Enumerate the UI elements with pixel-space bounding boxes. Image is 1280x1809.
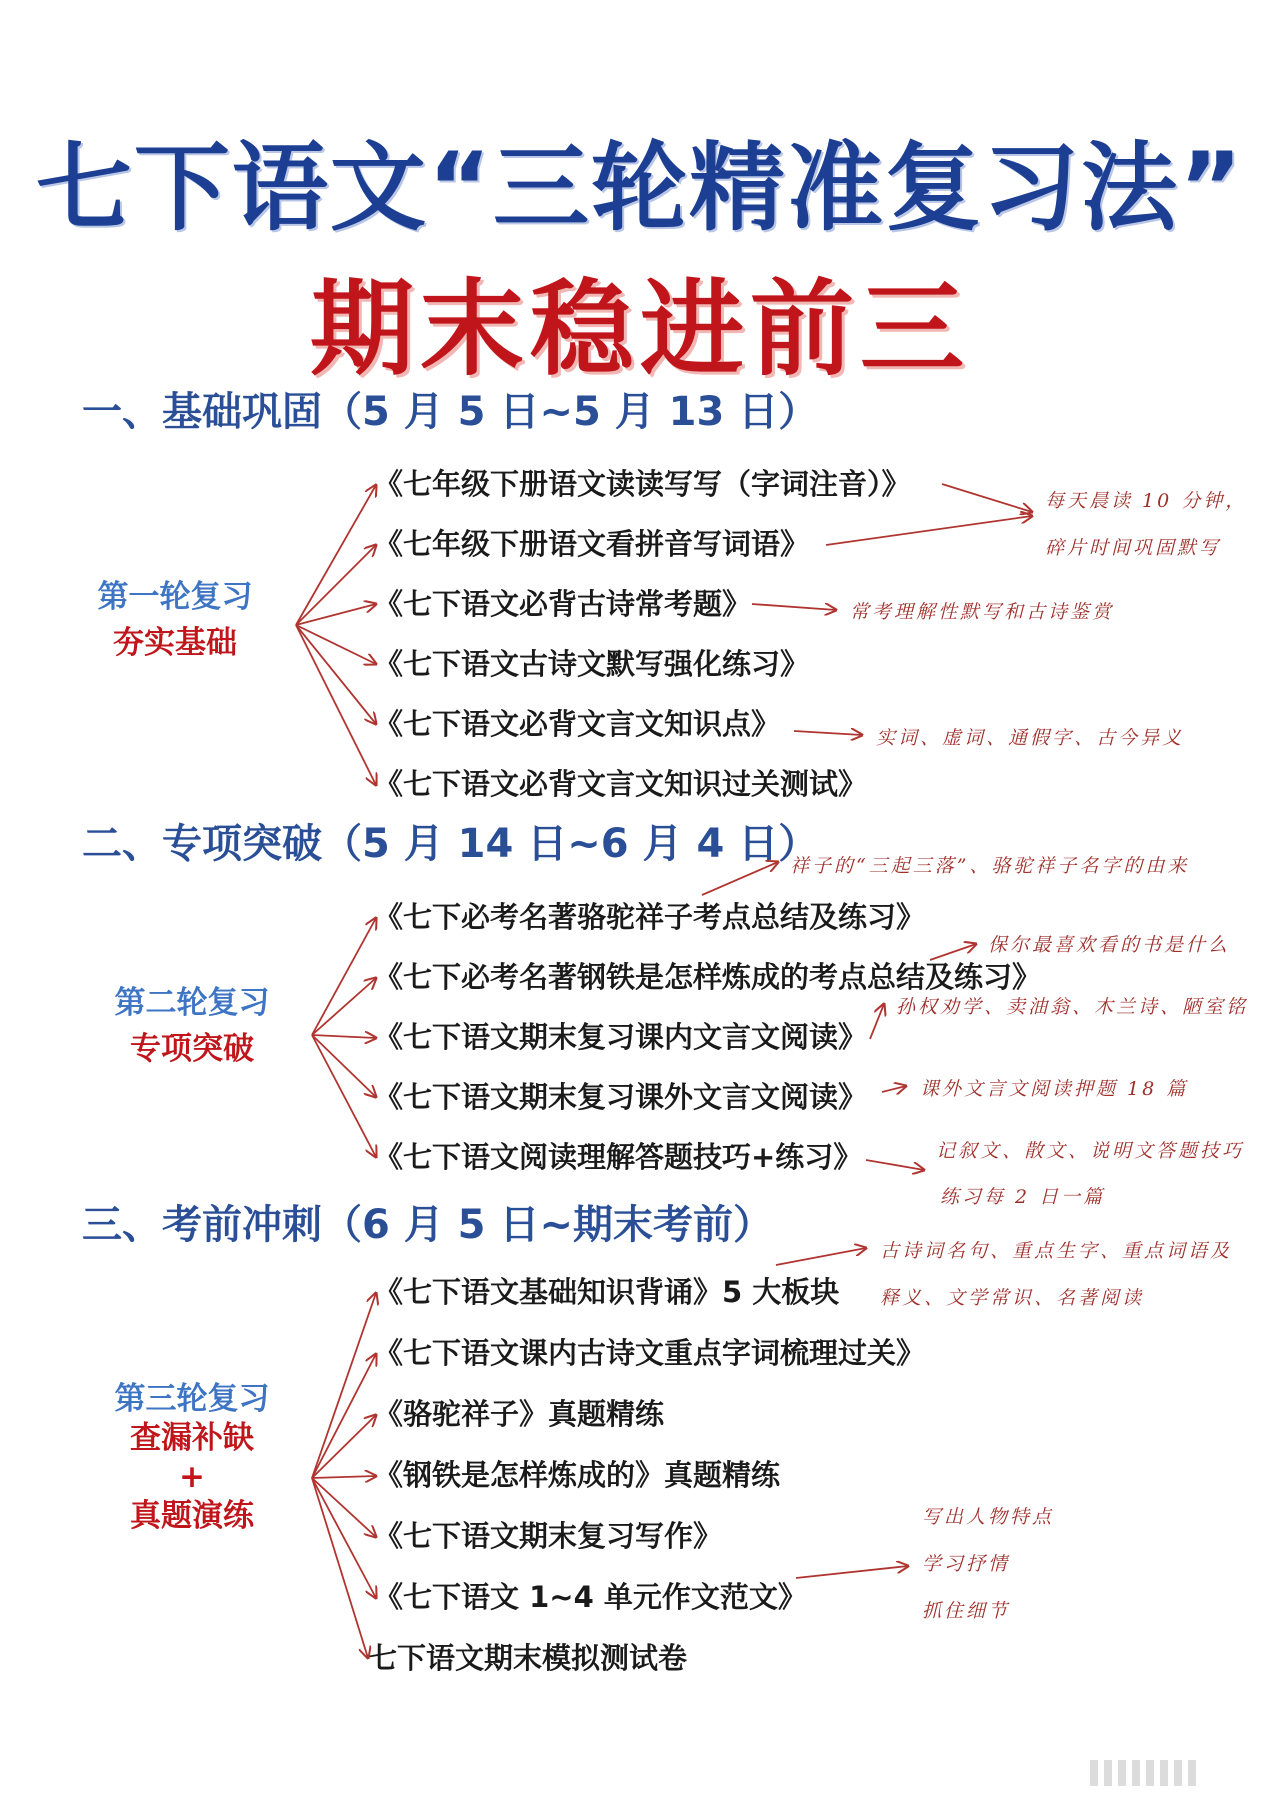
arrow-note-2 (752, 604, 836, 610)
round-3-plus: + (179, 1459, 205, 1495)
main-title: 七下语文“三轮精准复习法” (35, 132, 1245, 244)
arrow-r1-book-5 (296, 625, 376, 724)
note-basic-knowledge-1: 古诗词名句、重点生字、重点词语及 (880, 1240, 1233, 1262)
arrow-note-3 (794, 731, 862, 735)
round-1-book-1: 《七年级下册语文读读写写（字词注音）》 (374, 467, 911, 501)
round-2-book-4: 《七下语文期末复习课外文言文阅读》 (374, 1080, 868, 1114)
section-heading-2: 二、专项突破（5 月 14 日~6 月 4 日） (82, 821, 819, 867)
arrow-r3-book-4 (312, 1476, 376, 1478)
note-reading-skills: 记叙文、散文、说明文答题技巧 (936, 1140, 1245, 1162)
round-3-name: 第三轮复习 (114, 1381, 270, 1417)
round-3-book-5: 《七下语文期末复习写作》 (374, 1519, 723, 1553)
note-paul-book: 保尔最喜欢看的书是什么 (988, 934, 1231, 956)
round-3-book-7: 七下语文期末模拟测试卷 (368, 1641, 688, 1675)
arrow-note-6 (870, 1004, 884, 1039)
note-fragment-time: 碎片时间巩固默写 (1045, 537, 1222, 559)
section-heading-1: 一、基础巩固（5 月 5 日~5 月 13 日） (82, 389, 819, 435)
note-poetry-appreciation: 常考理解性默写和古诗鉴赏 (850, 601, 1115, 623)
arrow-r1-book-2 (296, 545, 376, 625)
round-3-book-2: 《七下语文课内古诗文重点字词梳理过关》 (374, 1336, 926, 1370)
round-2-book-1: 《七下必考名著骆驼祥子考点总结及练习》 (374, 900, 926, 934)
arrow-note-4 (702, 862, 778, 895)
round-1-book-2: 《七年级下册语文看拼音写词语》 (374, 527, 810, 561)
arrow-r2-book-5 (312, 1035, 376, 1157)
note-basic-knowledge-2: 释义、文学常识、名著阅读 (880, 1287, 1145, 1309)
watermark-logo (1090, 1760, 1240, 1790)
arrow-r2-book-2 (312, 978, 376, 1035)
arrow-note-5 (930, 944, 976, 960)
note-xiangzi: 祥子的“三起三落”、骆驼祥子名字的由来 (790, 855, 1190, 877)
subtitle: 期末稳进前三 (309, 268, 970, 390)
round-3-goal-1: 查漏补缺 (130, 1420, 254, 1456)
arrow-note-9 (776, 1248, 866, 1265)
arrow-r2-book-3 (312, 1035, 376, 1038)
arrow-r3-book-1 (312, 1293, 376, 1478)
round-3-book-4: 《钢铁是怎样炼成的》真题精练 (374, 1458, 781, 1492)
arrow-r3-book-3 (312, 1415, 376, 1478)
round-1-book-3: 《七下语文必背古诗常考题》 (374, 587, 752, 621)
arrow-note-8 (866, 1160, 924, 1170)
note-practice-frequency: 练习每 2 日一篇 (940, 1186, 1106, 1208)
round-3-book-1: 《七下语文基础知识背诵》5 大板块 (374, 1275, 840, 1309)
arrow-note-1a (942, 484, 1032, 512)
round-1-book-4: 《七下语文古诗文默写强化练习》 (374, 647, 810, 681)
note-character: 写出人物特点 (922, 1506, 1055, 1528)
round-3-book-3: 《骆驼祥子》真题精练 (374, 1397, 665, 1431)
arrow-note-10 (796, 1566, 908, 1578)
note-extracurricular: 课外文言文阅读押题 18 篇 (920, 1078, 1189, 1100)
note-classical-texts: 孙权劝学、卖油翁、木兰诗、陋室铭 (896, 996, 1249, 1018)
arrow-r2-book-1 (312, 918, 376, 1035)
round-3-goal-2: 真题演练 (130, 1498, 254, 1534)
round-1-book-5: 《七下语文必背文言文知识点》 (374, 707, 781, 741)
arrow-r2-book-4 (312, 1035, 376, 1097)
note-details: 抓住细节 (922, 1600, 1011, 1622)
arrow-r3-book-2 (312, 1354, 376, 1478)
round-2-name: 第二轮复习 (114, 985, 270, 1021)
arrow-r1-book-6 (296, 625, 376, 785)
arrow-r1-book-3 (296, 604, 376, 625)
arrow-note-1b (826, 516, 1032, 545)
round-1-book-6: 《七下语文必背文言文知识过关测试》 (374, 767, 868, 801)
round-3-book-6: 《七下语文 1~4 单元作文范文》 (374, 1580, 807, 1614)
round-1-goal: 夯实基础 (113, 625, 237, 661)
round-1-name: 第一轮复习 (97, 579, 253, 615)
note-lyric: 学习抒情 (922, 1553, 1011, 1575)
round-2-book-3: 《七下语文期末复习课内文言文阅读》 (374, 1020, 868, 1054)
arrow-r1-book-1 (296, 485, 376, 625)
section-heading-3: 三、考前冲刺（6 月 5 日~期末考前） (82, 1202, 773, 1248)
round-2-book-5: 《七下语文阅读理解答题技巧+练习》 (374, 1140, 863, 1174)
note-classical-words: 实词、虚词、通假字、古今异义 (876, 727, 1185, 749)
arrow-note-7 (882, 1086, 906, 1092)
round-2-goal: 专项突破 (130, 1031, 254, 1067)
arrow-r1-book-4 (296, 625, 376, 664)
note-morning-reading: 每天晨读 10 分钟， (1045, 490, 1248, 512)
round-2-book-2: 《七下必考名著钢铁是怎样炼成的考点总结及练习》 (374, 960, 1042, 994)
